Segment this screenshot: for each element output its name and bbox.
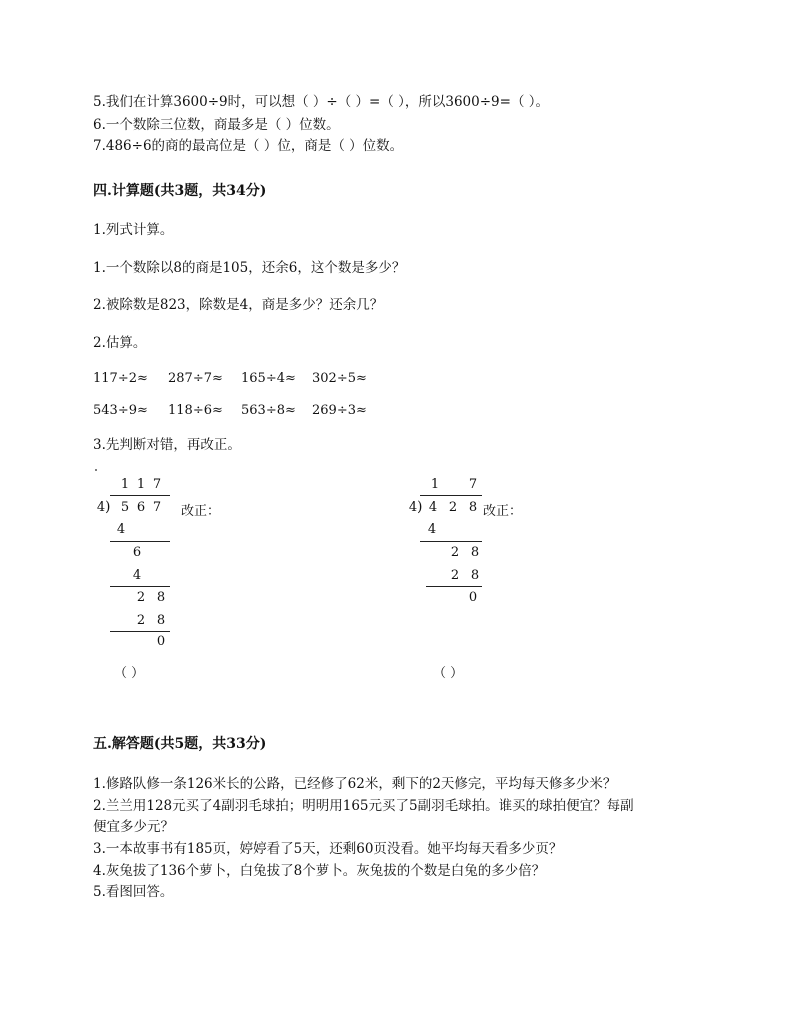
problem-3-title: 3.先判断对错，再改正。 (93, 437, 241, 453)
word-problem-3: 3.一本故事书有185页，婷婷看了5天，还剩60页没看。她平均每天看多少页？ (93, 841, 563, 857)
step-digit: 8 (156, 590, 166, 605)
divisor: 4 (408, 500, 418, 515)
estimate-item: 563÷8≈ (241, 403, 296, 418)
dividend-digit: 2 (448, 500, 458, 515)
step-digit: 8 (156, 613, 166, 628)
word-problem-4: 4.灰兔拔了136个萝卜，白兔拔了8个萝卜。灰兔拔的个数是白兔的多少倍？ (93, 863, 546, 879)
step-digit: 2 (450, 545, 460, 560)
step-line (110, 541, 170, 542)
estimate-item: 543÷9≈ (93, 403, 148, 418)
estimate-item: 117÷2≈ (93, 371, 148, 386)
fill-blank-q7: 7.486÷6的商的最高位是（ ）位，商是（ ）位数。 (93, 138, 404, 154)
dividend-digit: 8 (468, 500, 478, 515)
step-line (110, 631, 170, 632)
word-problem-2: 2.兰兰用128元买了4副羽毛球拍；明明用165元买了5副羽毛球拍。谁买的球拍便宜？每副 (93, 798, 634, 814)
answer-paren[interactable]: （ ） (433, 666, 464, 681)
step-line (110, 586, 170, 587)
word-problem-2-cont: 便宜多少元？ (93, 819, 174, 835)
estimate-item: 165÷4≈ (241, 371, 296, 386)
problem-2-title: 2.估算。 (93, 335, 147, 351)
dividend-digit: 7 (152, 500, 162, 515)
step-digit: 2 (450, 568, 460, 583)
step-digit: 2 (136, 613, 146, 628)
problem-1a: 1.一个数除以8的商是105，还余6，这个数是多少？ (93, 260, 406, 276)
division-bar (420, 495, 482, 496)
division-bar (110, 495, 170, 496)
division-bracket: ) (105, 499, 111, 515)
dividend-digit: 5 (120, 500, 130, 515)
stray-dot (95, 469, 97, 471)
word-problem-5: 5.看图回答。 (93, 884, 174, 900)
fill-blank-q5: 5.我们在计算3600÷9时，可以想（ ）÷（ ）=（ ），所以3600÷9=（ ）。 (93, 94, 549, 110)
estimate-item: 287÷7≈ (168, 371, 223, 386)
step-digit: 2 (136, 590, 146, 605)
problem-1-title: 1.列式计算。 (93, 222, 174, 238)
step-digit: 4 (427, 522, 437, 537)
correction-label: 改正： (181, 504, 221, 519)
dividend-digit: 6 (136, 500, 146, 515)
problem-1b: 2.被除数是823，除数是4，商是多少？还余几？ (93, 297, 384, 313)
quotient-digit: 7 (468, 477, 478, 492)
division-bracket: ) (417, 499, 423, 515)
divisor: 4 (96, 500, 106, 515)
step-line (426, 586, 482, 587)
fill-blank-q6: 6.一个数除三位数，商最多是（ ）位数。 (93, 117, 340, 133)
remainder-digit: 0 (156, 634, 166, 649)
section-heading-calculation: 四.计算题(共3题，共34分) (93, 183, 267, 199)
answer-paren[interactable]: （ ） (114, 666, 145, 681)
dividend-digit: 4 (428, 500, 438, 515)
step-digit: 4 (116, 522, 126, 537)
quotient-digit: 7 (152, 477, 162, 492)
remainder-digit: 0 (468, 590, 478, 605)
step-line (420, 541, 482, 542)
step-digit: 6 (132, 545, 142, 560)
quotient-digit: 1 (120, 477, 130, 492)
step-digit: 4 (132, 568, 142, 583)
section-heading-word-problems: 五.解答题(共5题，共33分) (93, 736, 267, 752)
word-problem-1: 1.修路队修一条126米长的公路，已经修了62米，剩下的2天修完，平均每天修多少米？ (93, 776, 617, 792)
estimate-item: 118÷6≈ (168, 403, 223, 418)
estimate-item: 269÷3≈ (312, 403, 367, 418)
quotient-digit: 1 (430, 477, 440, 492)
correction-label: 改正： (483, 504, 523, 519)
estimate-item: 302÷5≈ (312, 371, 367, 386)
step-digit: 8 (470, 568, 480, 583)
quotient-digit: 1 (136, 477, 146, 492)
step-digit: 8 (470, 545, 480, 560)
